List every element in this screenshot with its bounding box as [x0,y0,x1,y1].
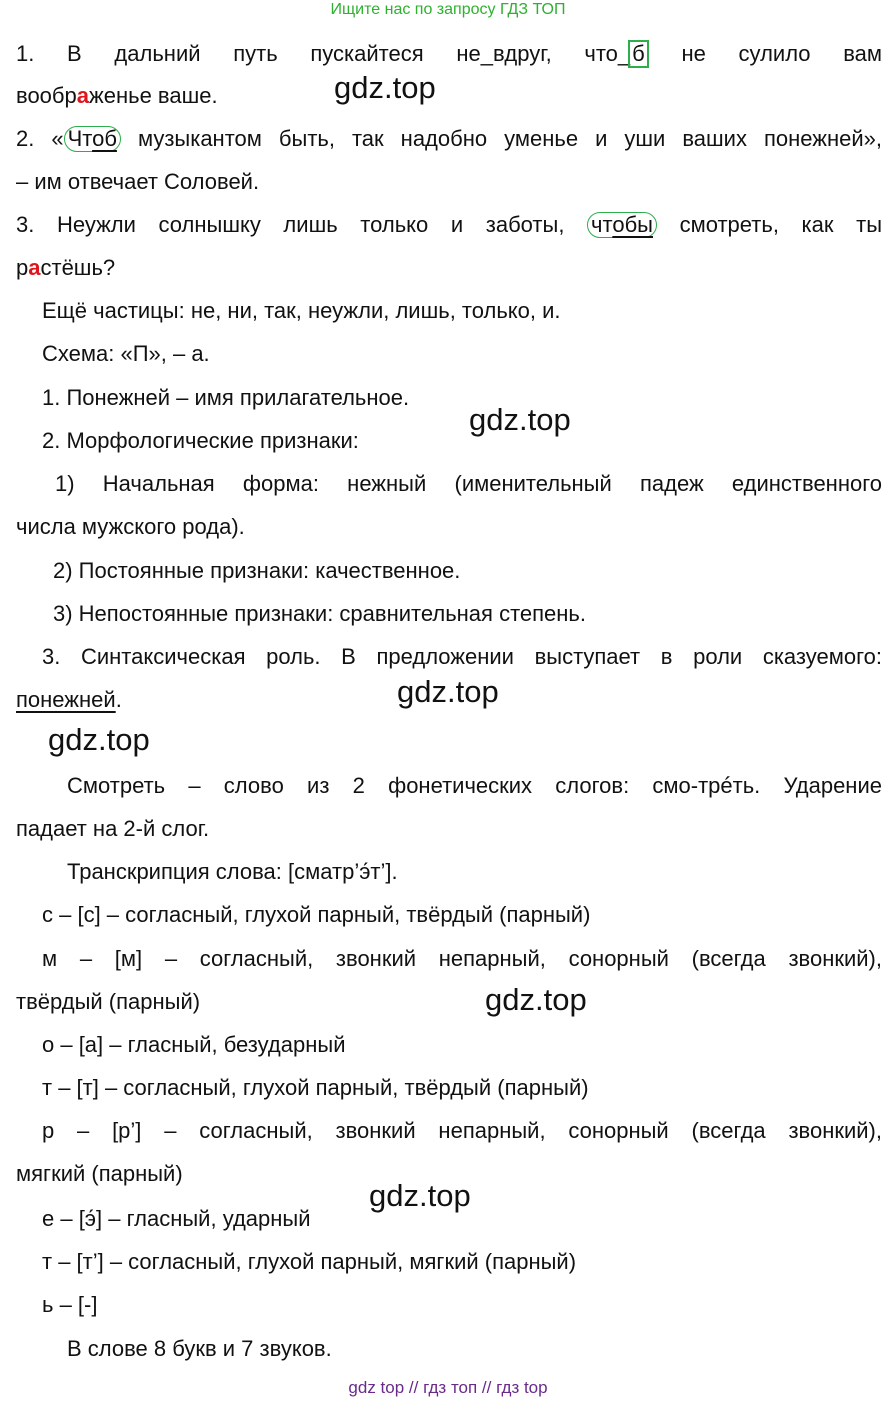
sound-m-cont: твёрдый (парный) [16,989,201,1014]
morph-line-5: 3) Непостоянные признаки: сравнительная степень. [53,601,587,626]
watermark: gdz.top [397,674,499,709]
sound-soft-sign: ь – [-] [42,1292,98,1317]
sentence-3-line-2: растёшь? [16,255,116,280]
sentence-2-line-1: 2. « Чтоб музыкантом быть, так надобно уменье и уши ваших понежней», [16,126,882,151]
watermark: gdz.top [485,982,587,1017]
conjunction-oval-chtob: Чтоб [64,126,121,152]
footer-watermark: gdz top // гдз топ // гдз top [348,1378,548,1397]
particle-box-b: б [628,40,649,68]
transcription-line: Транскрипция слова: [сматр’э́т’]. [67,859,398,884]
sound-o: о – [а] – гласный, безударный [42,1032,346,1057]
watermark: gdz.top [334,70,436,105]
sound-r-cont: мягкий (парный) [16,1161,183,1186]
morph-line-3-cont: числа мужского рода). [16,514,245,539]
phonetic-line-1-cont: падает на 2-й слог. [16,816,210,841]
scheme-line: Схема: «П», – а. [42,341,210,366]
morph-line-1: 1. Понежней – имя прилагательное. [42,385,410,410]
sound-r: р – [р’] – согласный, звонкий непарный, сонорный (всегда звонкий), [42,1118,882,1143]
sentence-3-line-1: 3. Неужли солнышку лишь только и заботы, чтобы смотреть, как ты [16,212,883,237]
predicate-word: понежней [16,687,116,712]
stressed-letter: а [28,255,41,280]
morph-line-6: 3. Синтаксическая роль. В предложении выступает в роли сказуемого: [42,644,882,669]
morph-line-4: 2) Постоянные признаки: качественное. [53,558,461,583]
phonetic-line-1: Смотреть – слово из 2 фонетических слогов: смо-трéть. Ударение [67,773,882,798]
sentence-1-line-2: воображенье ваше. [16,83,218,108]
sentence-2-line-2: – им отвечает Соловей. [16,169,260,194]
conjunction-oval-chtoby: чтобы [587,212,657,238]
sound-s: с – [с] – согласный, глухой парный, твёрдый (парный) [42,902,591,927]
letters-sounds-total: В слове 8 букв и 7 звуков. [67,1336,332,1361]
watermark: gdz.top [48,722,150,757]
morph-line-3: 1) Начальная форма: нежный (именительный падеж единственного [55,471,882,496]
morph-line-6-cont: понежней. [16,687,122,712]
watermark: gdz.top [469,402,571,437]
search-hint-header: Ищите нас по запросу ГДЗ ТОП [330,1,566,18]
sound-t: т – [т] – согласный, глухой парный, твёрдый (парный) [42,1075,589,1100]
morph-line-2: 2. Морфологические признаки: [42,428,359,453]
sound-e: е – [э́] – гласный, ударный [42,1206,311,1231]
sound-t-soft: т – [т’] – согласный, глухой парный, мягкий (парный) [42,1249,577,1274]
particles-line: Ещё частицы: не, ни, так, неужли, лишь, только, и. [42,298,561,323]
stressed-letter: а [76,83,89,108]
watermark: gdz.top [369,1178,471,1213]
sentence-1-line-1: 1. В дальний путь пускайтеся не_вдруг, что_б не сулило вам [16,41,883,66]
sound-m: м – [м] – согласный, звонкий непарный, сонорный (всегда звонкий), [42,946,882,971]
